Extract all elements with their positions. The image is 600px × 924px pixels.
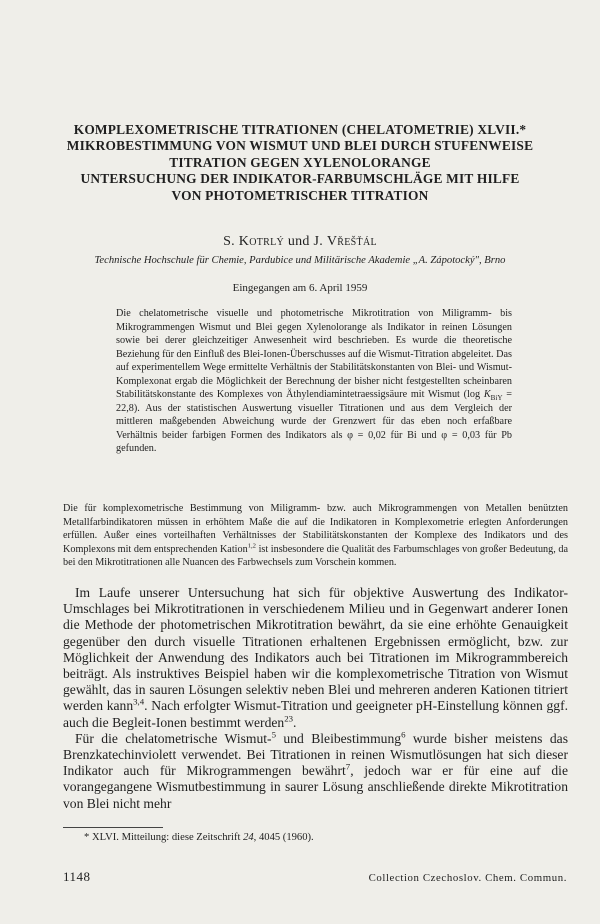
body-text-run: , jedoch war er für eine auf die vorangegangene Wismutbestimmung in saurer Lösung anschließende direkte Mikrotitration von Blei nicht mehr bbox=[63, 763, 568, 811]
title-line: TITRATION GEGEN XYLENOLORANGE bbox=[169, 154, 431, 170]
reference-marker: 3,4 bbox=[133, 696, 145, 707]
title-line: UNTERSUCHUNG DER INDIKATOR-FARBUMSCHLÄGE MIT HILFE bbox=[80, 171, 520, 187]
title-line: MIKROBESTIMMUNG VON WISMUT UND BLEI DURCH STUFENWEISE bbox=[66, 138, 534, 154]
reference-marker: 5 bbox=[271, 729, 276, 740]
article-title bbox=[30, 122, 570, 204]
introduction-paragraph bbox=[63, 502, 568, 570]
body-text-run: Im Laufe unserer Untersuchung hat sich für objektive Auswertung des Indikator-Umschlages bei Mikrotitrationen in verschiedenem Milieu und in Gegenwart anderer Ionen die Methode der photometrischen Mikrotitration bewährt, da sie eine erhöhte Genauigkeit gegenüber den durch visuelle Titrationen erhaltenen Ergebnissen ermöglicht, bzw. zur Möglichkeit der Anwendung des Indikators auch bei Titrationen im Mikrogrammbereich beiträgt. Als instruktives Beispiel haben wir die komplexometrische Titration von Wismut gewählt, das in sauren Lösungen selektiv neben Blei und mehreren anderen Kationen titriert werden kann bbox=[63, 585, 568, 714]
title-line: KOMPLEXOMETRISCHE TITRATIONEN (CHELATOMETRIE) XLVII.* bbox=[73, 122, 527, 137]
author-name: Vřešťál bbox=[326, 234, 377, 249]
body-paragraph bbox=[63, 585, 568, 731]
received-date: Eingegangen am 6. April 1959 bbox=[232, 282, 368, 294]
abstract-text: = 22,8). Aus der statistischen Auswertung visueller Titrationen und aus dem Vergleich der mittleren maßgebenden Abweichung wurde der Grenzwert für das eben noch erfaßbare Verhältnis beider farbigen Formen des Indikators als φ = 0,02 für Bi und φ = 0,03 für Pb gefunden. bbox=[116, 389, 512, 454]
body-text-run: Für die chelatometrische Wismut- bbox=[75, 730, 272, 746]
author-line bbox=[0, 234, 600, 250]
author-conjunction: und bbox=[284, 234, 314, 249]
body-text-run: wurde bisher meistens das Brenzkatechinviolett verwendet. Bei Titrationen in reinen Wismutlösungen hat sich dieser Indikator auch für Mikrogrammengen bewährt bbox=[63, 730, 568, 779]
constant-symbol: K bbox=[483, 389, 491, 400]
body-text-run: . Nach erfolgter Wismut-Titration und geeigneter pH-Einstellung können ggf. auch die Begleit-Ionen bestimmt werden bbox=[63, 698, 569, 730]
author-initial: S. bbox=[223, 234, 239, 249]
abstract bbox=[116, 307, 512, 456]
constant-subscript: BiY bbox=[490, 394, 503, 403]
body-text-run: und Bleibestimmung bbox=[276, 730, 402, 746]
reference-marker: 6 bbox=[401, 729, 406, 740]
abstract-text: Die chelatometrische visuelle und photometrische Mikrotitration von Miligramm- bis Mikrogrammengen Wismut und Blei gegen Xylenolorange als Indikator in reinen Lösungen sowie bei derer gleichzeitiger Anwesenheit wird beschrieben. Es wurde die theoretische Beziehung für den Einfluß des Blei-Ionen-Überschusses auf die Wismut-Titration abgeleitet. Das auf experimentellem Wege ermittelte Verhältnis der Stabilitätskonstanten von Blei- und Wismut-Komplexonat ergab die Möglichkeit der Berechnung der bisher nicht festgestellten scheinbaren Stabilitätskonstante des Komplexes von Äthylendiamintetraessigsäure mit Wismut (log bbox=[116, 308, 512, 400]
author-name: Kotrlý bbox=[238, 234, 285, 249]
footnote bbox=[84, 832, 314, 843]
journal-name: Collection Czechoslov. Chem. Commun. bbox=[368, 872, 567, 884]
footnote-divider bbox=[63, 827, 163, 828]
reference-marker: 1,2 bbox=[247, 542, 256, 550]
footnote-text: * XLVI. Mitteilung: diese Zeitschrift bbox=[84, 832, 244, 843]
footnote-volume: 24 bbox=[243, 832, 254, 843]
title-line: VON PHOTOMETRISCHER TITRATION bbox=[171, 187, 429, 203]
body-text bbox=[63, 585, 568, 812]
intro-text: ist insbesondere die Qualität des Farbumschlages von großer Bedeutung, da bei den Mikrotitrationen alle Nuancen des Farbwechsels zum Vorschein kommen. bbox=[63, 543, 568, 568]
body-paragraph bbox=[63, 731, 568, 812]
body-text-run: . bbox=[293, 714, 297, 730]
intro-text: Die für komplexometrische Bestimmung von Miligramm- bzw. auch Mikrogrammengen von Metallen benützten Metallfarbindikatoren müssen in erhöhtem Maße die auf die Indikatoren in Komplexometrie erlegten Anforderungen erfüllen. Außer eines vorteilhaften Verhältnisses der Stabilitätskonstanten der Komplexe des Indikators und des Komplexons mit dem entsprechenden Kation bbox=[63, 503, 568, 555]
reference-marker: 7 bbox=[345, 761, 351, 772]
footnote-text: , 4045 (1960). bbox=[253, 832, 314, 843]
reference-marker: 23 bbox=[284, 713, 294, 724]
affiliation: Technische Hochschule für Chemie, Pardubice und Militärische Akademie „A. Zápotocký", Brno bbox=[94, 255, 506, 266]
author-initial: J. bbox=[313, 234, 327, 249]
page-number: 1148 bbox=[63, 869, 91, 884]
